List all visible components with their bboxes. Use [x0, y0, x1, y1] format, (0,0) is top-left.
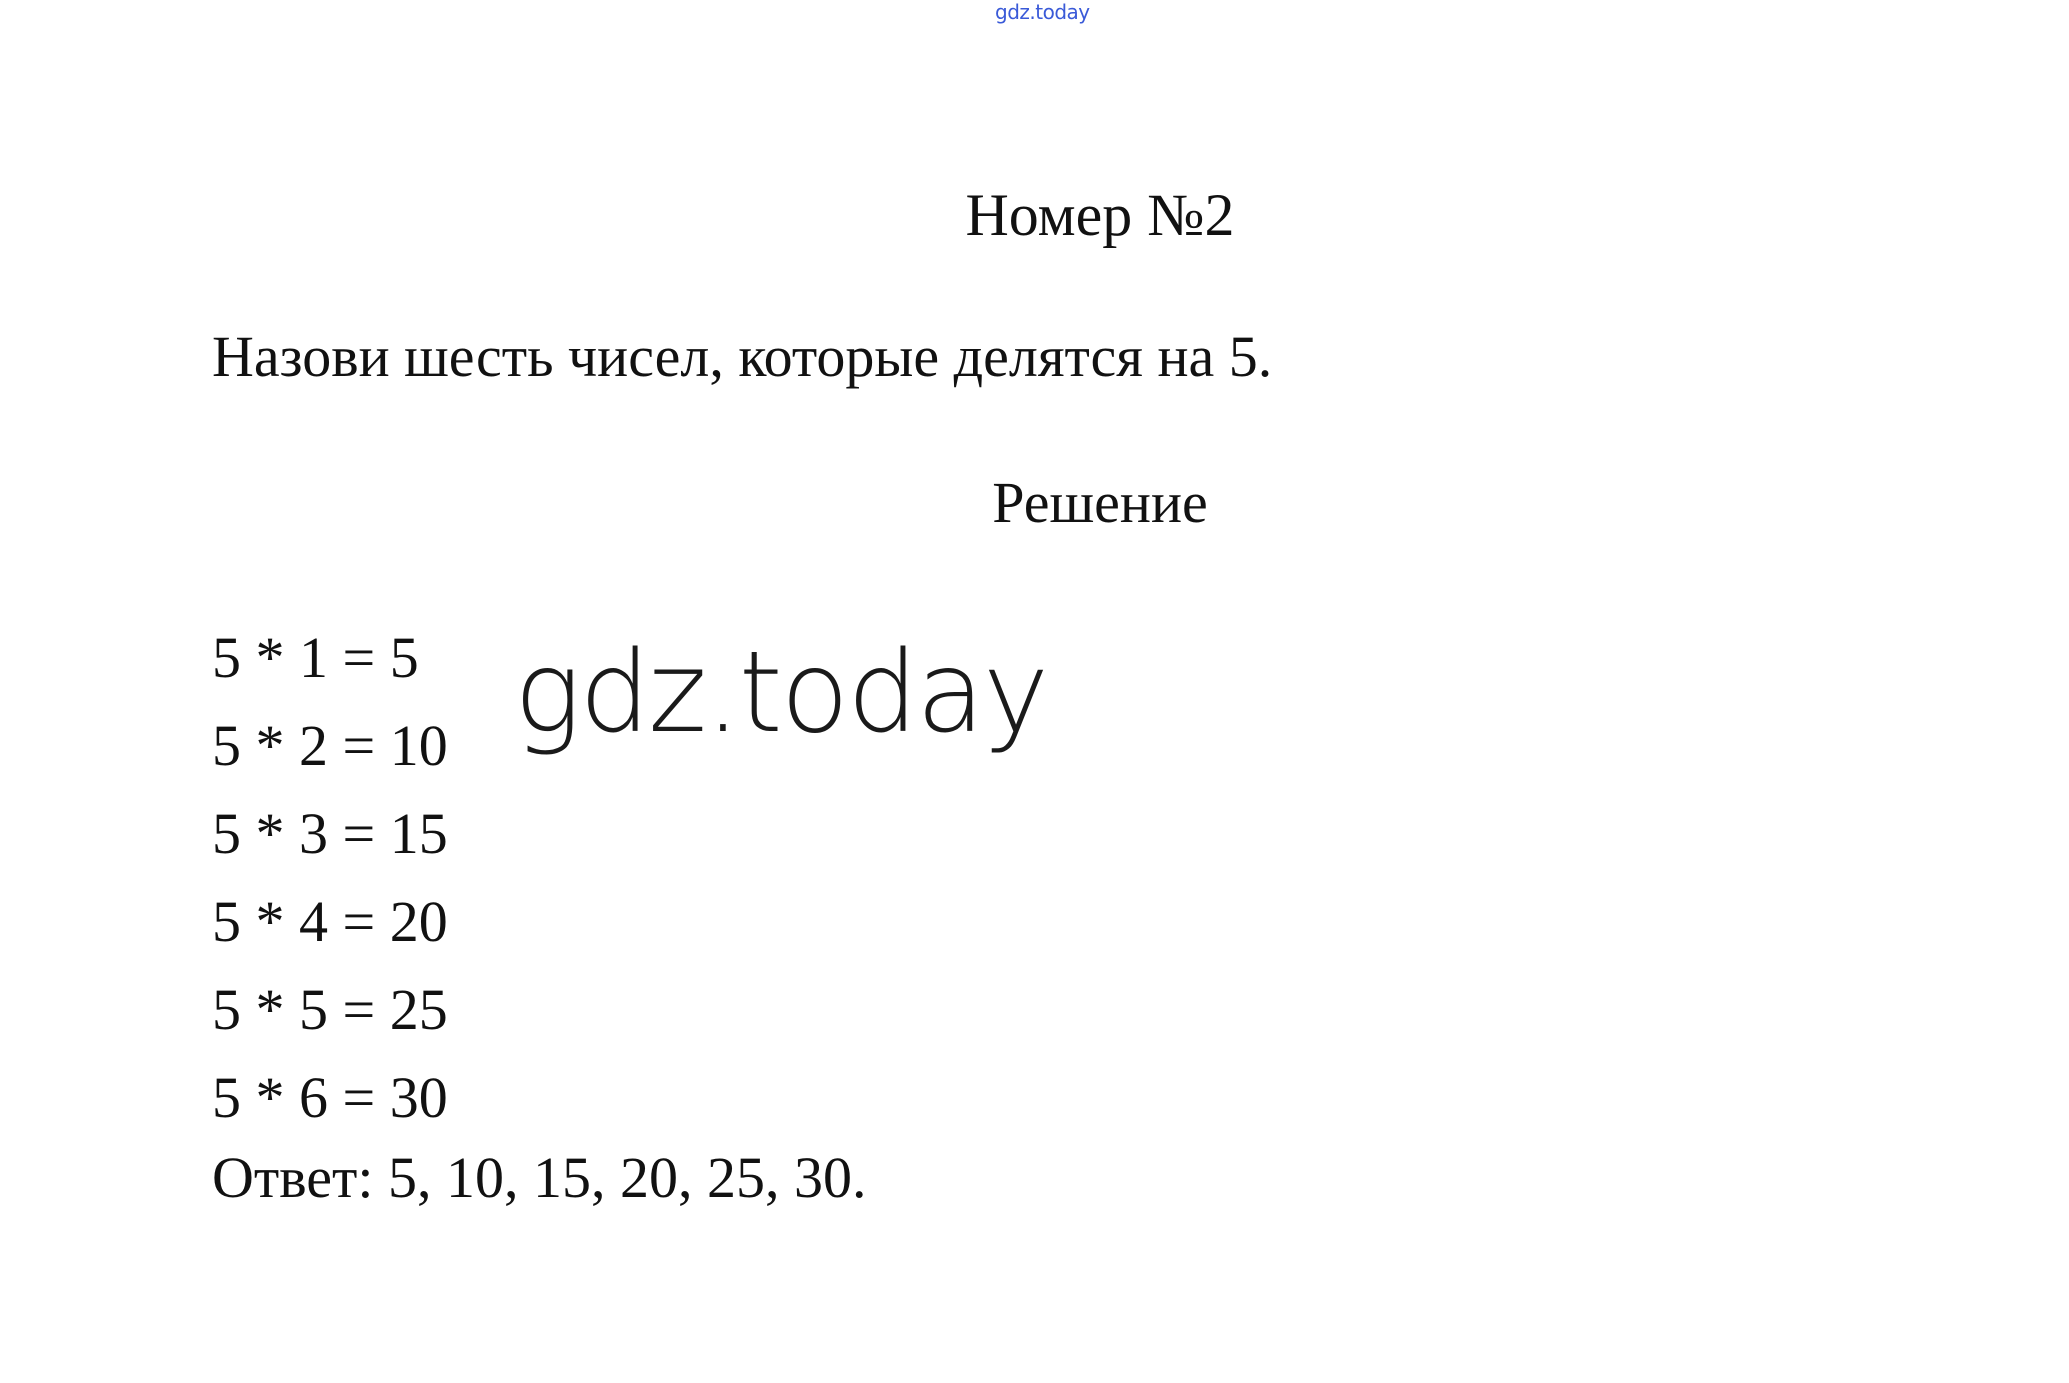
equation-line: 5 * 5 = 25: [212, 977, 448, 1042]
equation-line: 5 * 1 = 5: [212, 625, 419, 690]
equation-line: 5 * 6 = 30: [212, 1065, 448, 1130]
equation-line: 5 * 3 = 15: [212, 801, 448, 866]
overlay-watermark: gdz.today: [514, 628, 1048, 758]
equation-line: 5 * 4 = 20: [212, 889, 448, 954]
equations-list: [212, 614, 448, 1142]
task-text: Назови шесть чисел, которые делятся на 5.: [212, 324, 1273, 389]
solution-heading: Решение: [992, 470, 1208, 535]
page-title: Номер №2: [965, 182, 1235, 248]
answer-text: Ответ: 5, 10, 15, 20, 25, 30.: [212, 1145, 867, 1210]
header-watermark: gdz.today: [995, 0, 1090, 24]
equation-line: 5 * 2 = 10: [212, 713, 448, 778]
